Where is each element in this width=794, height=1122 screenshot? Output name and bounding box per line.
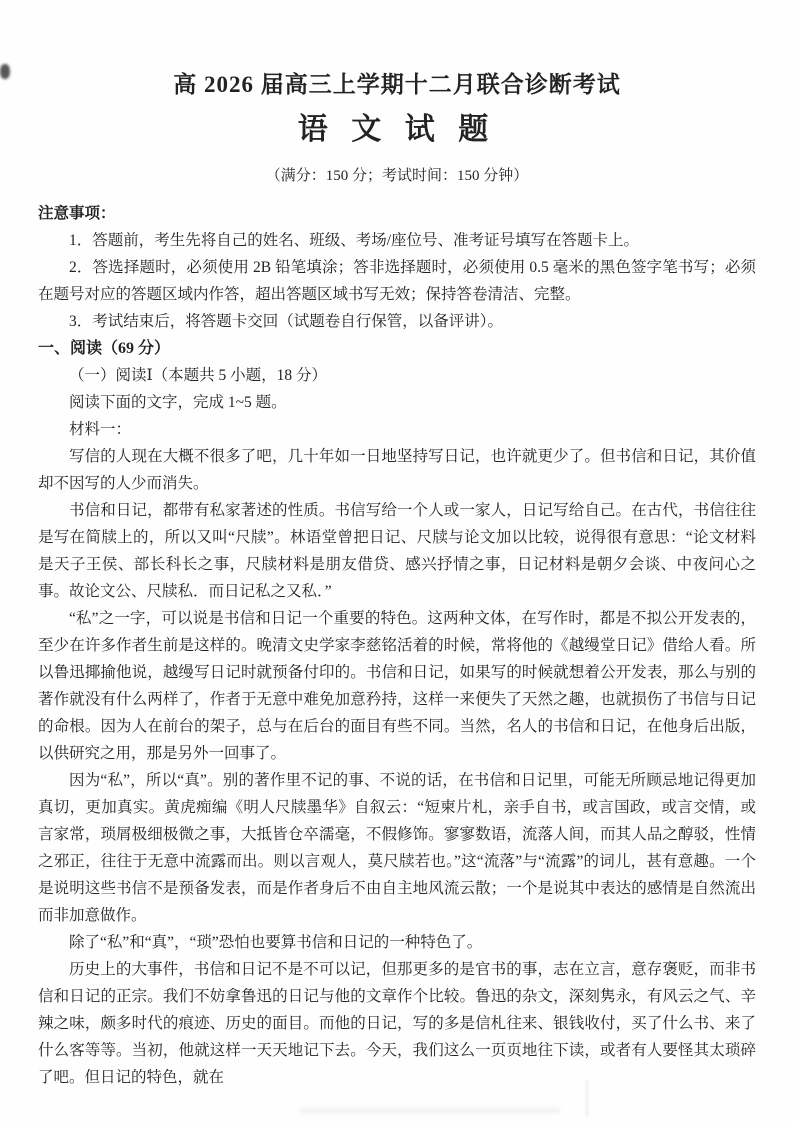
material-paragraph-3: “私”之一字，可以说是书信和日记一个重要的特色。这两种文体，在写作时，都是不拟公开发表的，至少在许多作者生前是这样的。晚清文史学家李慈铭活着的时候，常将他的《越缦堂日记》借给人看。所以鲁迅揶揄他说，越缦写日记时就预备付印的。书信和日记，如果写的时候就想着公开发表，那么与别的著作就没有什么两样了，作者于无意中难免加意矜持，这样一来便失了天然之趣，也就损伤了书信与日记的命根。因为人在前台的架子，总与在后台的面目有些不同。当然，名人的书信和日记，在他身后出版，以供研究之用，那是另外一回事了。	[38, 610, 756, 762]
reading-instruction: 阅读下面的文字，完成 1~5 题。	[69, 394, 287, 411]
material-paragraph-5: 除了“私”和“真”，“琐”恐怕也要算书信和日记的一种特色了。	[69, 934, 483, 951]
notice-item-1: 1．答题前，考生先将自己的姓名、班级、考场/座位号、准考证号填写在答题卡上。	[69, 232, 640, 249]
notices-label: 注意事项：	[38, 205, 116, 222]
material-paragraph-1: 写信的人现在大概不很多了吧，几十年如一日地坚持写日记，也许就更少了。但书信和日记，其价值却不因写的人少而消失。	[38, 448, 756, 492]
scan-artifact-smudge-horizontal	[300, 1108, 560, 1113]
material-paragraph-2: 书信和日记，都带有私家著述的性质。书信写给一个人或一家人，日记写给自己。在古代，书信往往是写在简牍上的，所以又叫“尺牍”。林语堂曾把日记、尺牍与论文加以比较，说得很有意思：“论文材料是天子王侯、部长科长之事，尺牍材料是朋友借贷、感兴抒情之事，日记材料是朝夕会谈、中夜问心之事。故论文公、尺牍私．而日记私之又私．”	[38, 502, 756, 600]
exam-meta: （满分：150 分；考试时间：150 分钟）	[265, 168, 529, 184]
section-heading: 一、阅读（69 分）	[38, 340, 171, 357]
section-subheading: （一）阅读Ⅰ（本题共 5 小题，18 分）	[69, 367, 327, 384]
exam-header	[38, 70, 756, 186]
scan-artifact-ink-blob	[0, 64, 10, 79]
exam-body	[38, 200, 756, 1091]
scan-artifact-smudge-vertical	[586, 1080, 588, 1116]
notice-item-3: 3．考试结束后，将答题卡交回（试题卷自行保管，以备评讲）。	[69, 313, 504, 330]
page-subtitle: 语 文 试 题	[297, 113, 497, 146]
page-title: 高 2026 届高三上学期十二月联合诊断考试	[173, 72, 621, 97]
material-paragraph-4: 因为“私”，所以“真”。别的著作里不记的事、不说的话，在书信和日记里，可能无所顾忌地记得更加真切，更加真实。黄虎痴编《明人尺牍墨华》自叙云：“短柬片札，亲手自书，或言国政，或言交情，或言家常，琐屑极细极微之事，大抵皆仓卒濡毫，不假修饰。寥寥数语，流落人间，而其人品之醇驳，性情之邪正，往往于无意中流露而出。则以言观人，莫尺牍若也。”这“流落”与“流露”的词儿，甚有意趣。一个是说明这些书信不是预备发表，而是作者身后不由自主地风流云散；一个是说其中表达的感情是自然流出而非加意做作。	[38, 772, 756, 924]
material-one-label: 材料一：	[69, 421, 132, 438]
notice-item-2: 2．答选择题时，必须使用 2B 铅笔填涂；答非选择题时，必须使用 0.5 毫米的黑色签字笔书写；必须在题号对应的答题区域内作答，超出答题区域书写无效；保持答卷清洁、完整。	[38, 259, 756, 303]
material-paragraph-6: 历史上的大事件，书信和日记不是不可以记，但那更多的是官书的事，志在立言，意存褒贬，而非书信和日记的正宗。我们不妨拿鲁迅的日记与他的文章作个比较。鲁迅的杂文，深刻隽永，有风云之气、辛辣之味，颇多时代的痕迹、历史的面目。而他的日记，写的多是信札往来、银钱收付，买了什么书、来了什么客等等。当初，他就这样一天天地记下去。今天，我们这么一页页地往下读，或者有人要怪其太琐碎了吧。但日记的特色，就在	[38, 961, 756, 1086]
